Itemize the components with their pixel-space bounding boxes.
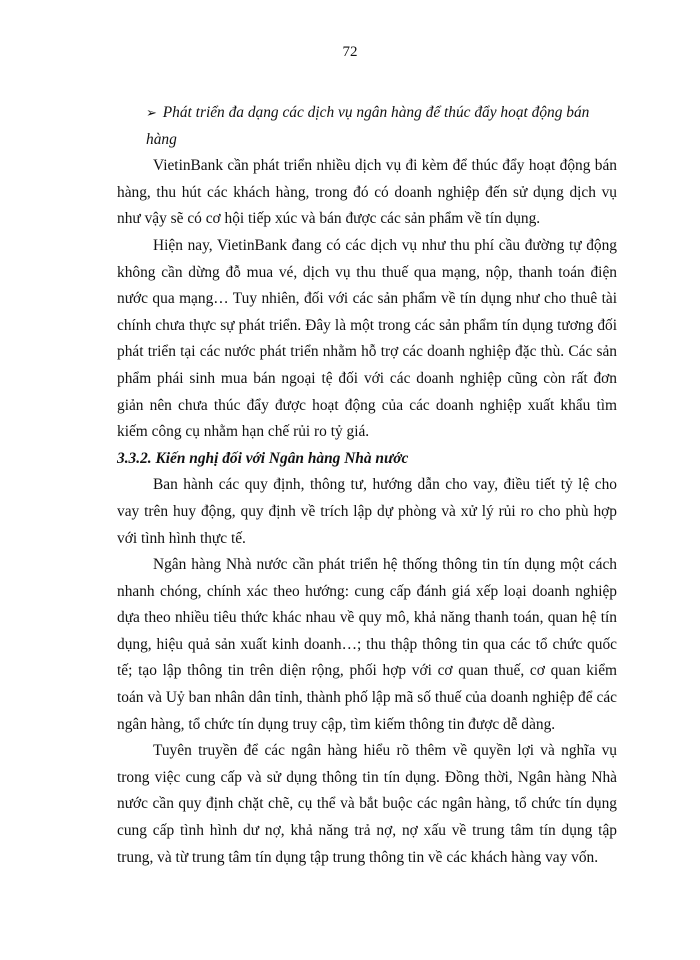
bullet-heading (117, 100, 617, 153)
paragraph: Tuyên truyền để các ngân hàng hiểu rõ thêm về quyền lợi và nghĩa vụ trong việc cung cấp và sử dụng thông tin tín dụng. Đồng thời, Ngân hàng Nhà nước cần quy định chặt chẽ, cụ thể và bắt buộc các ngân hàng, tổ chức tín dụng cung cấp tình hình dư nợ, khả năng trả nợ, nợ xấu về trung tâm tín dụng tập trung, và từ trung tâm tín dụng tập trung thông tin về các khách hàng vay vốn. (117, 742, 617, 866)
document-body (117, 100, 617, 871)
paragraph: VietinBank cần phát triển nhiều dịch vụ đi kèm để thúc đẩy hoạt động bán hàng, thu hút các khách hàng, trong đó có doanh nghiệp đến sử dụng dịch vụ như vậy sẽ có cơ hội tiếp xúc và bán được các sản phẩm về tín dụng. (117, 157, 617, 228)
paragraph: Ban hành các quy định, thông tư, hướng dẫn cho vay, điều tiết tỷ lệ cho vay trên huy động, quy định về trích lập dự phòng và xử lý rủi ro cho phù hợp với tình hình thực tế. (117, 476, 617, 547)
paragraph: Ngân hàng Nhà nước cần phát triển hệ thống thông tin tín dụng một cách nhanh chóng, chính xác theo hướng: cung cấp đánh giá xếp loại doanh nghiệp dựa theo nhiều tiêu thức khác nhau về quy mô, khả năng thanh toán, quan hệ tín dụng, hiệu quả sản xuất kinh doanh…; thu thập thông tin qua các tổ chức quốc tế; tạo lập thông tin trên diện rộng, phối hợp với cơ quan thuế, cơ quan kiểm toán và Uỷ ban nhân dân tỉnh, thành phố lập mã số thuế của doanh nghiệp để các ngân hàng, tổ chức tín dụng truy cập, tìm kiếm thông tin được dễ dàng. (117, 556, 617, 733)
section-heading: 3.3.2. Kiến nghị đối với Ngân hàng Nhà nước (117, 449, 409, 467)
arrow-bullet-icon: ➢ (146, 105, 157, 120)
bullet-heading-text: Phát triển đa dạng các dịch vụ ngân hàng để thúc đẩy hoạt động bán hàng (146, 104, 590, 148)
paragraph: Hiện nay, VietinBank đang có các dịch vụ như thu phí cầu đường tự động không cần dừng đỗ mua vé, dịch vụ thu thuế qua mạng, nộp, thanh toán điện nước qua mạng… Tuy nhiên, đối với các sản phẩm về tín dụng như cho thuê tài chính chưa thực sự phát triển. Đây là một trong các sản phẩm tín dụng tương đối phát triển tại các nước phát triển nhằm hỗ trợ các doanh nghiệp đặc thù. Các sản phẩm phái sinh mua bán ngoại tệ đối với các doanh nghiệp cũng còn rất đơn giản nên chưa thúc đẩy được hoạt động của các doanh nghiệp xuất khẩu tìm kiếm công cụ nhằm hạn chế rủi ro tỷ giá. (117, 236, 617, 441)
page-number: 72 (342, 44, 358, 60)
